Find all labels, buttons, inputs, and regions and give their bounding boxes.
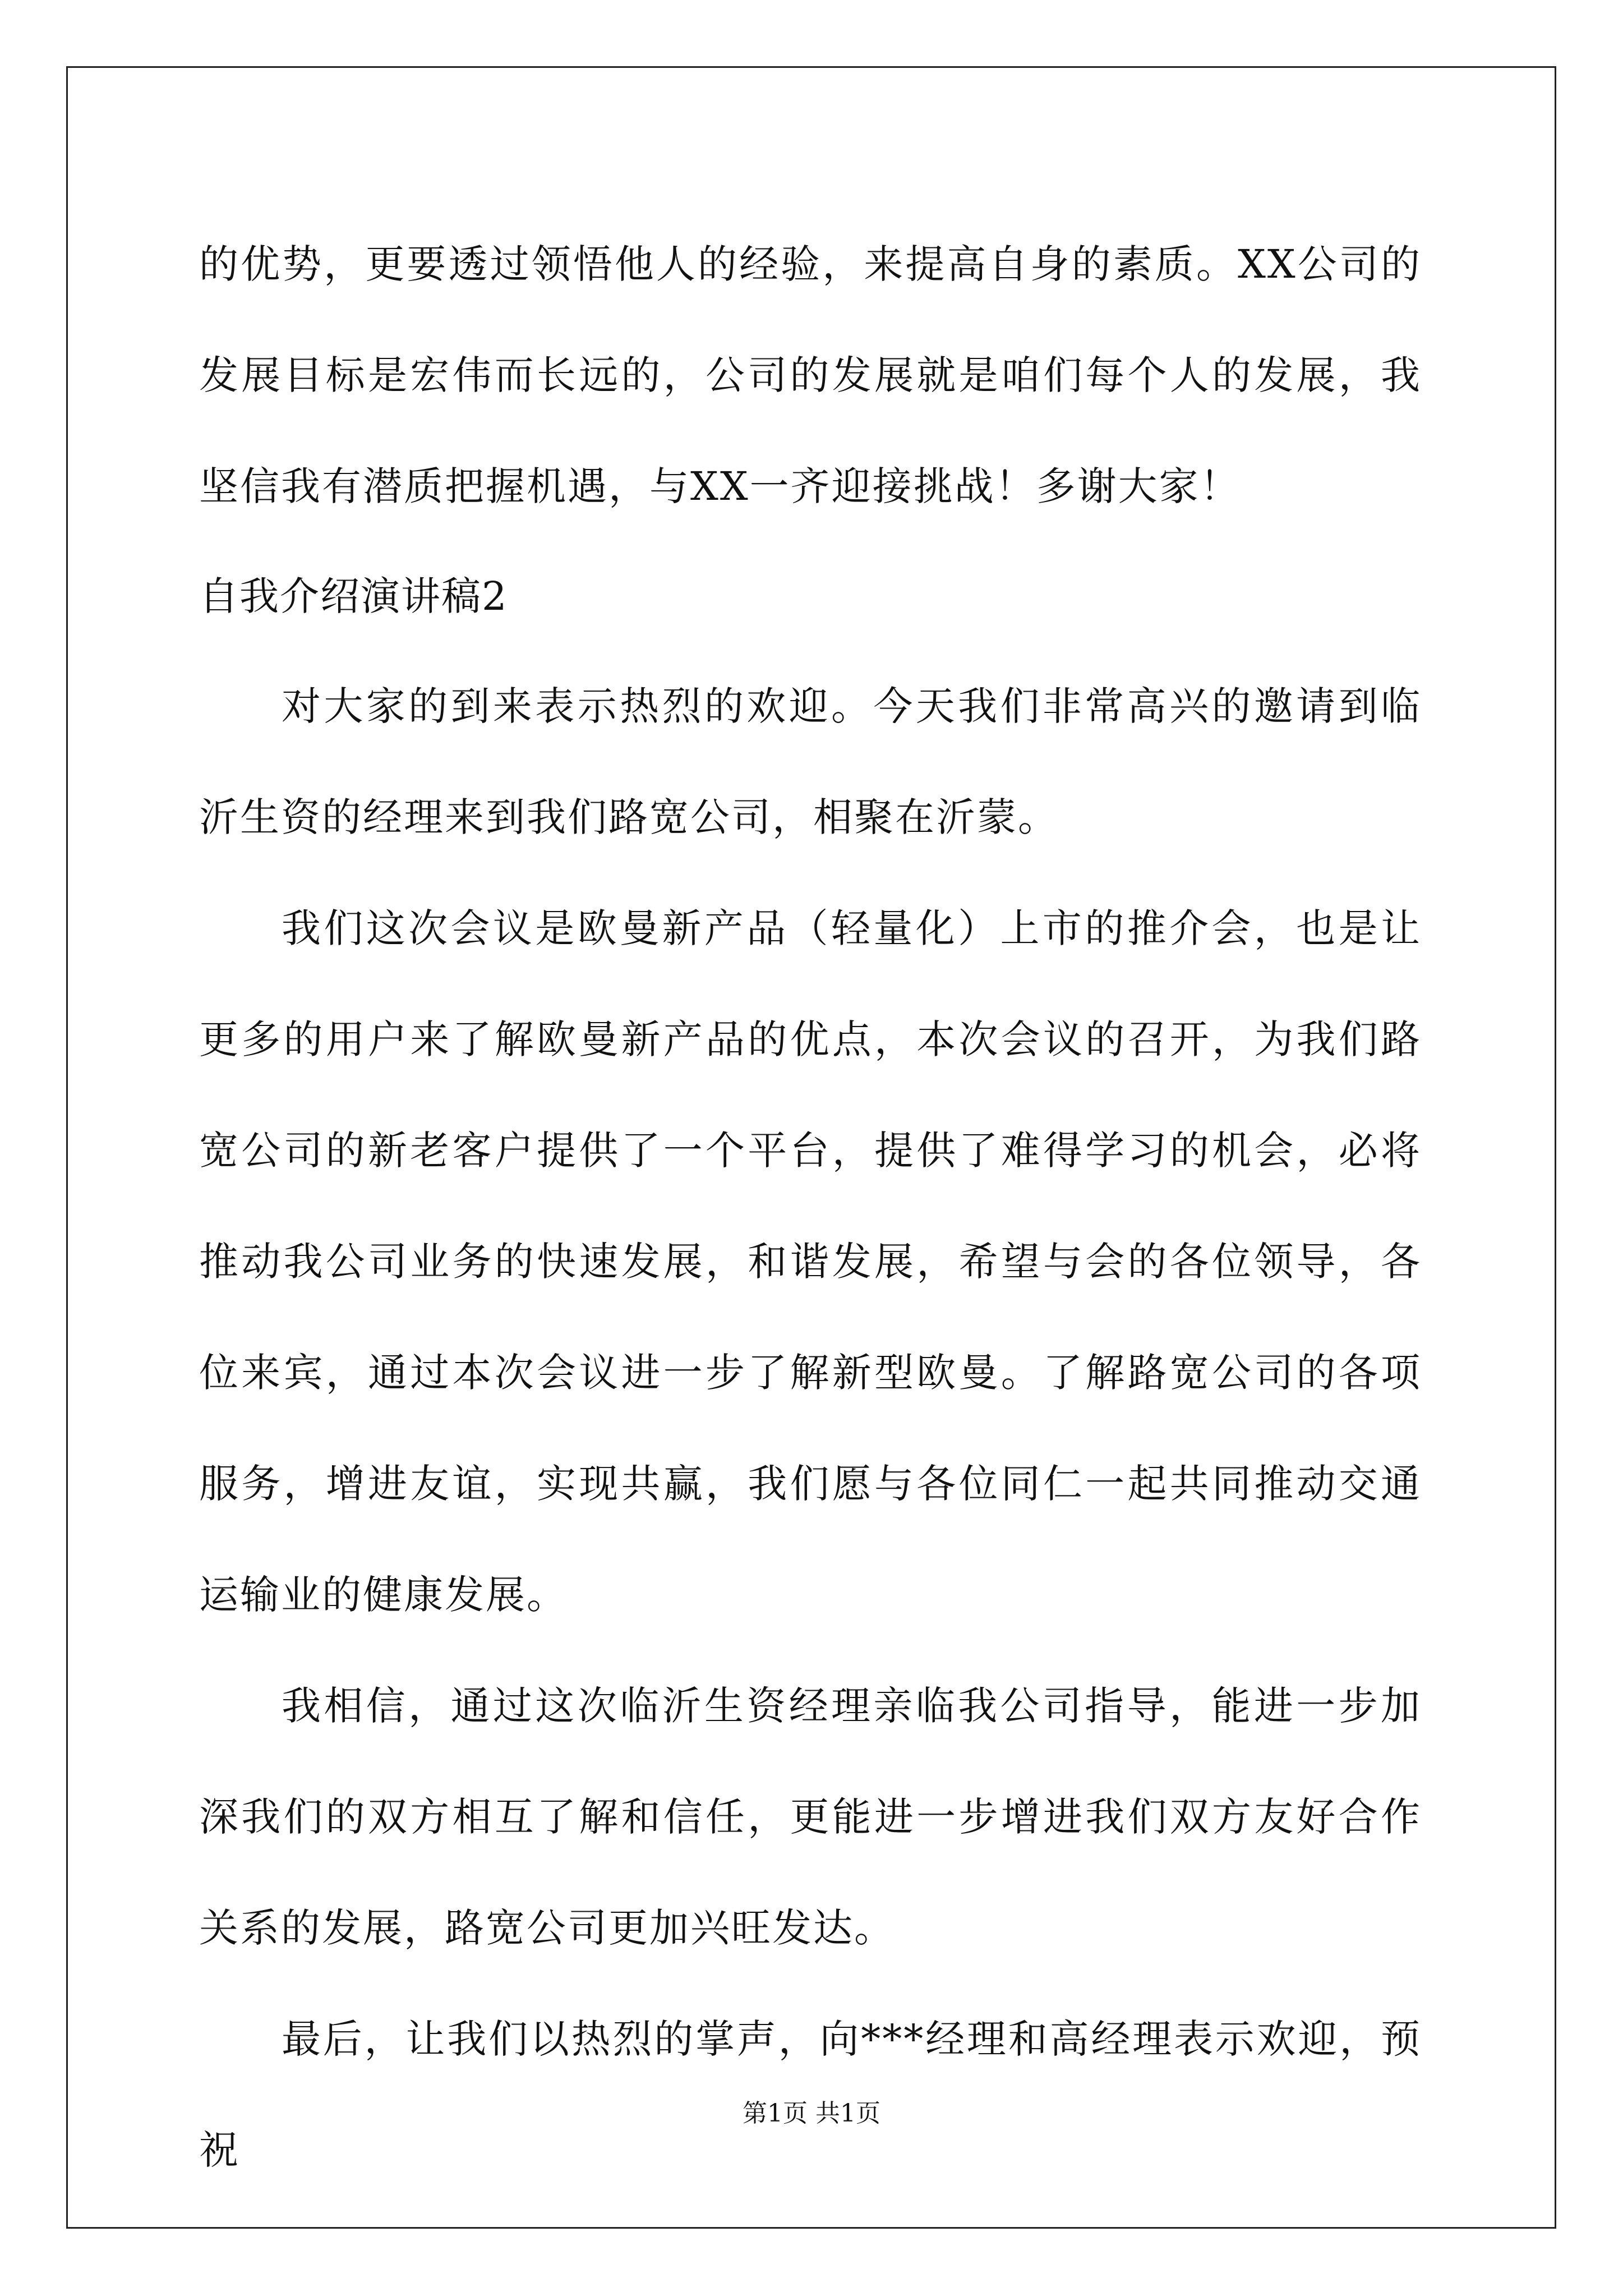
section-heading: 自我介绍演讲稿2: [199, 573, 508, 619]
document-body: [199, 209, 1422, 2206]
paragraph-welcome: 对大家的到来表示热烈的欢迎。今天我们非常高兴的邀请到临沂生资的经理来到我们路宽公司，相聚在沂蒙。: [199, 683, 1422, 840]
paragraph-continuation: 的优势，更要透过领悟他人的经验，来提高自身的素质。XX公司的发展目标是宏伟而长远的，公司的发展就是咱们每个人的发展，我坚信我有潜质把握机遇，与XX一齐迎接挑战！多谢大家！: [199, 241, 1422, 509]
paragraph-belief: 我相信，通过这次临沂生资经理亲临我公司指导，能进一步加深我们的双方相互了解和信任，更能进一步增进我们双方友好合作关系的发展，路宽公司更加兴旺发达。: [199, 1683, 1422, 1951]
paragraph-meeting: 我们这次会议是欧曼新产品（轻量化）上市的推介会，也是让更多的用户来了解欧曼新产品的优点，本次会议的召开，为我们路宽公司的新老客户提供了一个平台，提供了难得学习的机会，必将推动我公司业务的快速发展，和谐发展，希望与会的各位领导，各位来宾，通过本次会议进一步了解新型欧曼。了解路宽公司的各项服务，增进友谊，实现共赢，我们愿与各位同仁一起共同推动交通运输业的健康发展。: [199, 905, 1422, 1618]
paragraph-closing: 最后，让我们以热烈的掌声，向***经理和高经理表示欢迎，预祝: [199, 2016, 1422, 2173]
page-footer: 第1页 共1页: [743, 2099, 880, 2128]
